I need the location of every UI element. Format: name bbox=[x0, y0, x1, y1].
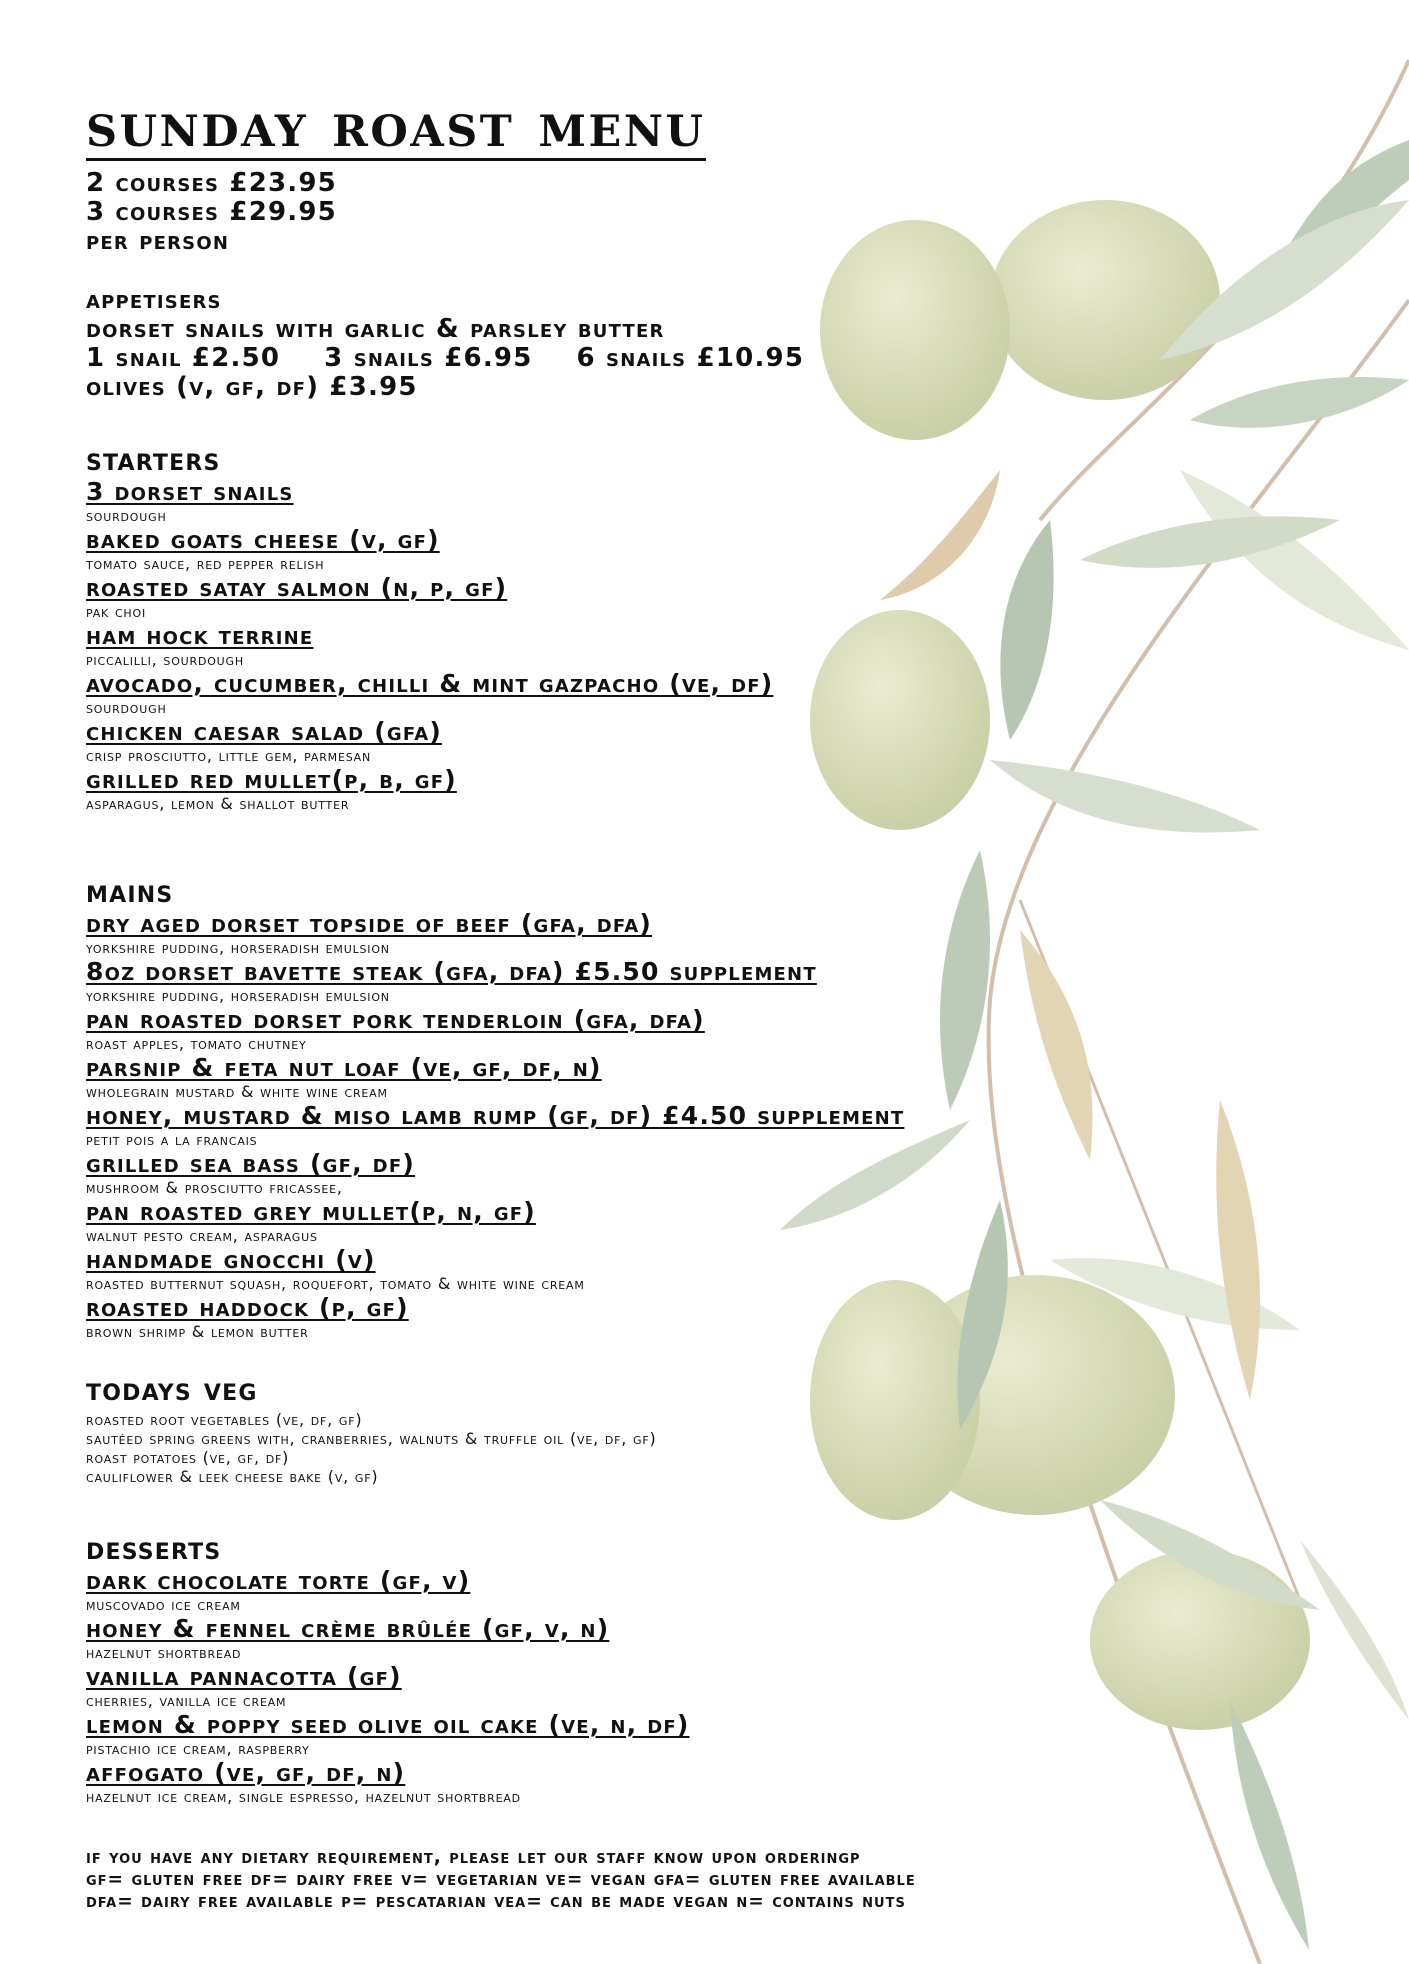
dish-name: lemon & poppy seed olive oil cake (ve, n, df) bbox=[86, 1710, 690, 1739]
dish-name: chicken caesar salad (gfa) bbox=[86, 717, 443, 746]
snail-options bbox=[86, 344, 1086, 373]
dish-description: pistachio ice cream, raspberry bbox=[86, 1739, 310, 1758]
menu-sheet bbox=[86, 88, 1086, 1913]
dish-name: grilled red mullet(p, b, gf) bbox=[86, 765, 457, 794]
dish-name: parsnip & feta nut loaf (ve, gf, df, n) bbox=[86, 1053, 602, 1082]
dish-description: walnut pesto cream, asparagus bbox=[86, 1226, 318, 1245]
dish-name: roasted haddock (p, gf) bbox=[86, 1293, 409, 1322]
appetiser-olives: olives (v, gf, df) £3.95 bbox=[86, 372, 418, 402]
price-three-courses: 3 courses £29.95 bbox=[86, 197, 337, 227]
snail-option: 3 snails £6.95 bbox=[324, 343, 533, 373]
dish-description: muscovado ice cream bbox=[86, 1595, 241, 1614]
appetisers-section bbox=[86, 286, 1086, 402]
dietary-key: gf= gluten free df= dairy free v= vegetarian ve= vegan gfa= gluten free available bbox=[86, 1869, 916, 1890]
dish-name: roasted satay salmon (n, p, gf) bbox=[86, 573, 508, 602]
desserts-title: desserts bbox=[86, 1531, 222, 1567]
desserts-section bbox=[86, 1531, 1086, 1807]
dish-description: piccalilli, sourdough bbox=[86, 650, 244, 669]
dish-description: hazelnut shortbread bbox=[86, 1643, 242, 1662]
dish-description: crisp prosciutto, little gem, parmesan bbox=[86, 746, 372, 765]
dish-description: cherries, vanilla ice cream bbox=[86, 1691, 287, 1710]
dish-description: yorkshire pudding, horseradish emulsion bbox=[86, 938, 390, 957]
dish-description: sourdough bbox=[86, 698, 167, 717]
page-title: sunday roast menu bbox=[86, 88, 706, 161]
snail-option: 1 snail £2.50 bbox=[86, 343, 281, 373]
dish-description: wholegrain mustard & white wine cream bbox=[86, 1082, 388, 1101]
dietary-key: dfa= dairy free available p= pescatarian vea= can be made vegan n= contains nuts bbox=[86, 1891, 906, 1912]
dish-name: honey & fennel crème brûlée (gf, v, n) bbox=[86, 1614, 610, 1643]
veg-item: roasted root vegetables (ve, df, gf) bbox=[86, 1410, 363, 1429]
dish-name: handmade gnocchi (v) bbox=[86, 1245, 376, 1274]
dish-description: tomato sauce, red pepper relish bbox=[86, 554, 325, 573]
dish-description: asparagus, lemon & shallot butter bbox=[86, 794, 350, 813]
price-two-courses: 2 courses £23.95 bbox=[86, 168, 337, 198]
dish-name: pan roasted dorset pork tenderloin (gfa, dfa) bbox=[86, 1005, 705, 1034]
dish-name: dark chocolate torte (gf, v) bbox=[86, 1566, 471, 1595]
mains-list bbox=[86, 910, 1086, 1342]
dish-name: baked goats cheese (v, gf) bbox=[86, 525, 440, 554]
appetiser-snail-dish: dorset snails with garlic & parsley butter bbox=[86, 314, 665, 344]
dish-description: mushroom & prosciutto fricassee, bbox=[86, 1178, 343, 1197]
dish-name: pan roasted grey mullet(p, n, gf) bbox=[86, 1197, 536, 1226]
pricing-block bbox=[86, 169, 1086, 256]
price-per-person: per person bbox=[86, 226, 230, 256]
dish-name: grilled sea bass (gf, df) bbox=[86, 1149, 415, 1178]
dish-description: sourdough bbox=[86, 506, 167, 525]
snail-option: 6 snails £10.95 bbox=[576, 343, 805, 373]
dish-description: hazelnut ice cream, single espresso, hazelnut shortbread bbox=[86, 1787, 521, 1806]
dish-description: pak choi bbox=[86, 602, 147, 621]
appetisers-title: appetisers bbox=[86, 285, 222, 315]
starters-section bbox=[86, 442, 1086, 814]
veg-item: cauliflower & leek cheese bake (v, gf) bbox=[86, 1467, 379, 1486]
olive-icon bbox=[1090, 1550, 1310, 1730]
dietary-note: if you have any dietary requirement, please let our staff know upon orderingp bbox=[86, 1847, 861, 1868]
mains-section bbox=[86, 874, 1086, 1342]
veg-item: sautéed spring greens with, cranberries, walnuts & truffle oil (ve, df, gf) bbox=[86, 1429, 657, 1448]
veg-title: todays veg bbox=[86, 1372, 258, 1408]
dish-description: roasted butternut squash, roquefort, tomato & white wine cream bbox=[86, 1274, 585, 1293]
dish-description: roast apples, tomato chutney bbox=[86, 1034, 307, 1053]
dish-description: yorkshire pudding, horseradish emulsion bbox=[86, 986, 390, 1005]
dish-name: dry aged dorset topside of beef (gfa, dfa) bbox=[86, 909, 653, 938]
starters-list bbox=[86, 478, 1086, 814]
dietary-footer bbox=[86, 1847, 1086, 1913]
starters-title: starters bbox=[86, 442, 221, 478]
desserts-list bbox=[86, 1567, 1086, 1807]
dish-name: vanilla pannacotta (gf) bbox=[86, 1662, 402, 1691]
dish-description: brown shrimp & lemon butter bbox=[86, 1322, 309, 1341]
dish-name: 3 dorset snails bbox=[86, 477, 294, 506]
dish-name: honey, mustard & miso lamb rump (gf, df) £4.50 supplement bbox=[86, 1101, 905, 1130]
veg-section bbox=[86, 1372, 1086, 1486]
dish-name: avocado, cucumber, chilli & mint gazpacho (ve, df) bbox=[86, 669, 774, 698]
dish-name: affogato (ve, gf, df, n) bbox=[86, 1758, 406, 1787]
dish-name: ham hock terrine bbox=[86, 621, 314, 650]
veg-list bbox=[86, 1410, 1086, 1486]
veg-item: roast potatoes (ve, gf, df) bbox=[86, 1448, 290, 1467]
mains-title: mains bbox=[86, 874, 174, 910]
dish-description: petit pois a la francais bbox=[86, 1130, 258, 1149]
dish-name: 8oz dorset bavette steak (gfa, dfa) £5.50 supplement bbox=[86, 957, 817, 986]
